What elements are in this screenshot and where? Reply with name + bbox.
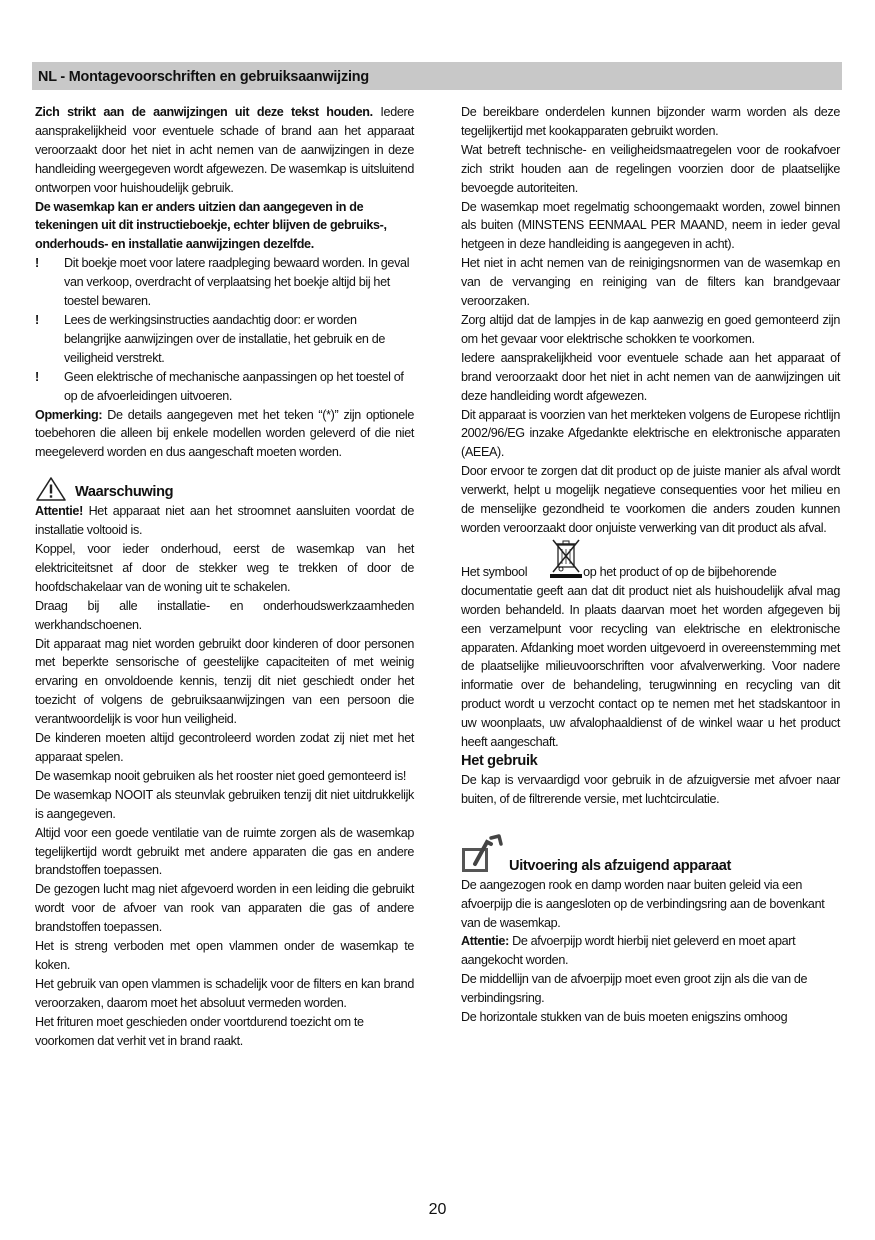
use-text: De kap is vervaardigd voor gebruik in de afzuigversie met afvoer naar buiten, of de filtrerende versie, met luchtcirculatie.	[461, 772, 840, 806]
right-paragraph: De wasemkap moet regelmatig schoongemaakt worden, zowel binnen als buiten (MINSTENS EENMAAL PER MAAND, neem in ieder geval hetgeen in deze handleiding is aangegeven in acht).	[461, 199, 840, 252]
page-number: 20	[428, 1201, 447, 1218]
extraction-attention-label: Attentie:	[461, 934, 509, 949]
warning-paragraph: Dit apparaat mag niet worden gebruikt door kinderen of door personen met beperkte sensorische of geestelijke capaciteiten of met weinig ervaring en onvoldoende kennis, tenzij dit niet geschiedt onder het toezicht of volgens de gebruiksaanwijzingen van een persoon die verantwoordelijk is voor hun veiligheid.	[35, 636, 414, 727]
bullet-text: Lees de werkingsinstructies aandachtig door: er worden belangrijke aanwijzingen over de installatie, het gebruik en de veiligheid verstrekt.	[64, 312, 386, 365]
extraction-paragraph: De horizontale stukken van de buis moeten enigszins omhoog	[461, 1010, 788, 1025]
extraction-paragraph: De middellijn van de afvoerpijp moet even groot zijn als die van de verbindingsring.	[461, 972, 808, 1006]
right-paragraph: Iedere aansprakelijkheid voor eventuele schade aan het apparaat of brand veroorzaakt door het niet in acht nemen van de aanwijzingen uit deze handleiding wordt afgewezen.	[461, 350, 840, 403]
extraction-title: Uitvoering als afzuigend apparaat	[509, 857, 732, 874]
remark-text: De details aangegeven met het teken “(*)” zijn optionele toebehoren die alleen bij enkele modellen worden geleverd of die niet meegeleverd worden en dus aangeschaft moeten worden.	[35, 407, 414, 460]
intro-text: Iedere aansprakelijkheid voor eventuele schade of brand aan het apparaat veroorzaakt door het niet in acht nemen van de aanwijzingen in deze handleiding weergegeven wordt afgewezen. De wasemkap is uitsluitend ontworpen voor huishoudelijk gebruik.	[35, 105, 414, 195]
extraction-attention-text: De afvoerpijp wordt hierbij niet geleverd en moet apart aangekocht worden.	[461, 934, 796, 968]
attention-paragraph	[35, 502, 414, 540]
warning-paragraph: De kinderen moeten altijd gecontroleerd worden zodat zij niet met het apparaat spelen.	[35, 731, 414, 764]
use-title: Het gebruik	[461, 753, 538, 769]
warning-paragraph: Het is streng verboden met open vlammen onder de wasemkap te koken.	[35, 939, 414, 972]
right-column	[461, 103, 840, 1027]
symbol-line	[461, 538, 840, 582]
bullet-mark: !	[35, 369, 39, 384]
bullet-mark: !	[35, 312, 39, 327]
warning-title: Waarschuwing	[75, 484, 174, 501]
symbol-paragraph: documentatie geeft aan dat dit product niet als huishoudelijk afval mag worden behandeld. In plaats daarvan moet het worden afgegeven bij een verzamelpunt voor recycling van elektrische en elektronische apparaten. Afdanking moet worden uitgevoerd in overeenstemming met de plaatselijke milieuvoorschriften voor afvalverwerking. Voor nadere informatie over de behandeling, terugwinning en recycling van dit product wordt u verzocht contact op te nemen met het stadskantoor in uw woonplaats, uw afvalophaaldienst of de winkel waar u het product heeft aangeschaft.	[461, 583, 840, 750]
attention-label: Attentie!	[35, 504, 83, 519]
symbol-text	[461, 563, 840, 582]
right-paragraph: Wat betreft technische- en veiligheidsmaatregelen voor de rookafvoer zich strikt houden aan de regelingen voorzien door de plaatselijke bevoegde autoriteiten.	[461, 142, 840, 195]
warning-paragraph: Koppel, voor ieder onderhoud, eerst de wasemkap van het elektriciteitsnet af door de stekker weg te trekken of door de hoofdschakelaar van de woning uit te schakelen.	[35, 542, 414, 594]
warning-paragraph: Het frituren moet geschieden onder voortdurend toezicht om te voorkomen dat verhit vet in brand raakt.	[35, 1014, 364, 1048]
bullet-text: Geen elektrische of mechanische aanpassingen op het toestel of op de afvoerleidingen uitvoeren.	[64, 369, 404, 403]
extraction-text: De aangezogen rook en damp worden naar buiten geleid via een afvoerpijp die is aangesloten op de verbindingsring aan de bovenkant van de wasemkap.	[461, 877, 825, 930]
bullet-mark: !	[35, 256, 39, 271]
warning-triangle-icon	[35, 476, 67, 502]
bullet-item	[35, 254, 414, 311]
bullet-item	[35, 311, 414, 368]
remark-paragraph	[35, 406, 414, 463]
right-paragraph: Zorg altijd dat de lampjes in de kap aanwezig en goed gemonteerd zijn om het gevaar voor elektrische schokken te voorkomen.	[461, 312, 840, 346]
right-paragraph: Het niet in acht nemen van de reinigingsnormen van de wasemkap en van de vervanging en reiniging van de filters kan brandgevaar veroorzaken.	[461, 256, 840, 309]
right-paragraph: Dit apparaat is voorzien van het merkteken volgens de Europese richtlijn 2002/96/EG inzake Afgedankte elektrische en elektronische apparaten (AEEA).	[461, 407, 840, 460]
warning-paragraph: De wasemkap NOOIT als steunvlak gebruiken tenzij dit niet uitdrukkelijk is aangegeven.	[35, 787, 414, 821]
extraction-heading	[461, 831, 840, 876]
bullet-item	[35, 368, 414, 406]
exhaust-hood-icon	[461, 834, 505, 874]
intro-bold: Zich strikt aan de aanwijzingen uit deze tekst houden.	[35, 105, 373, 119]
left-column	[35, 103, 414, 1051]
right-paragraph: De bereikbare onderdelen kunnen bijzonder warm worden als deze tegelijkertijd met kookapparaten gebruikt worden.	[461, 105, 840, 138]
warning-paragraph: Het gebruik van open vlammen is schadelijk voor de filters en kan brand veroorzaken, daarom moet het absoluut vermeden worden.	[35, 976, 414, 1010]
attention-text: Het apparaat niet aan het stroomnet aansluiten voordat de installatie voltooid is.	[35, 504, 415, 538]
warning-paragraph: Draag bij alle installatie- en onderhoudswerkzaamheden werkhandschoenen.	[35, 598, 414, 632]
extraction-attention	[461, 932, 840, 970]
warning-heading	[35, 477, 414, 502]
section-header: NL - Montagevoorschriften en gebruiksaanwijzing	[32, 62, 842, 90]
symbol-before: Het symbool	[461, 564, 528, 579]
warning-paragraph: De gezogen lucht mag niet afgevoerd worden in een leiding die gebruikt wordt voor de afvoer van rook van apparaten die gas of andere brandstoffen toepassen.	[35, 882, 414, 935]
bullet-text: Dit boekje moet voor latere raadpleging bewaard worden. In geval van verkoop, overdracht of verplaatsing het boekje altijd bij het toestel bewaren.	[64, 256, 410, 309]
right-paragraph: Door ervoor te zorgen dat dit product op de juiste manier als afval wordt verwerkt, helpt u mogelijk negatieve consequenties voor het milieu en de menselijke gezondheid te voorkomen die anders zouden kunnen worden veroorzaakt door onjuiste verwerking van dit product als afval.	[461, 464, 840, 535]
warning-paragraph: Altijd voor een goede ventilatie van de ruimte zorgen als de wasemkap tegelijkertijd wordt gebruikt met andere apparaten die gas en andere brandstoffen toepassen.	[35, 825, 414, 878]
bold-note: De wasemkap kan er anders uitzien dan aangegeven in de tekeningen uit dit instructieboekje, echter blijven de gebruiks-, onderhouds- en installatie aanwijzingen dezelfde.	[35, 199, 387, 252]
warning-paragraph: De wasemkap nooit gebruiken als het rooster niet goed gemonteerd is!	[35, 768, 407, 783]
intro-paragraph	[35, 103, 414, 198]
remark-label: Opmerking:	[35, 407, 103, 422]
symbol-after: op het product of op de bijbehorende	[583, 564, 777, 579]
